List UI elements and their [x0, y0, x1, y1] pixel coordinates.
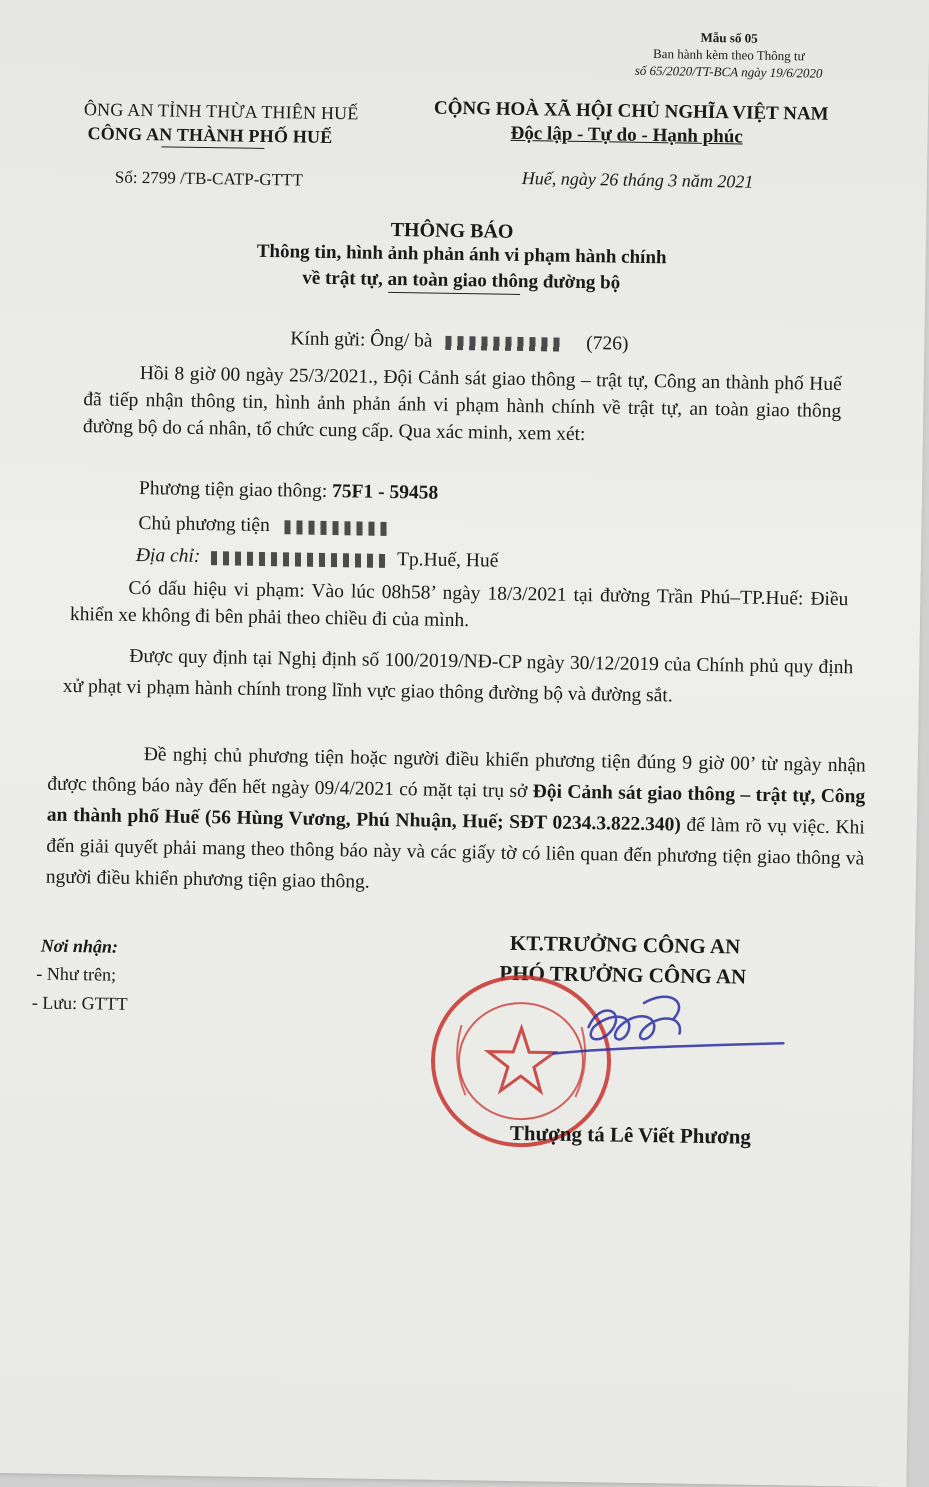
signature-title-1: KT.TRƯỞNG CÔNG AN — [509, 930, 741, 959]
place-date: Huế, ngày 26 tháng 3 năm 2021 — [521, 167, 754, 192]
recipient-item-1: - Như trên; — [36, 963, 117, 985]
redacted-address — [211, 551, 386, 568]
vehicle-label: Phương tiện giao thông: — [138, 478, 328, 502]
recipient-item-2: - Lưu: GTTT — [31, 992, 128, 1014]
form-number: Mẫu số 05 — [700, 29, 758, 46]
address-city: Tp.Huế, Huế — [396, 549, 499, 572]
nation-motto: Độc lập - Tự do - Hạnh phúc — [510, 122, 743, 148]
agency-line2-text: CÔNG AN THÀNH PHỐ HUẾ — [87, 123, 333, 148]
owner-label: Chủ phương tiện — [138, 513, 270, 537]
agency-line2 — [87, 123, 332, 148]
paragraph-violation: Có dấu hiệu vi phạm: Vào lúc 08h58’ ngày 18/3/2021 tại đường Trần Phú–TP.Huế: Điều khiển xe không đi bên phải theo chiều đi của mình. — [69, 577, 849, 632]
vehicle-plate: 75F1 - 59458 — [331, 481, 439, 504]
addressee — [290, 325, 629, 357]
paragraph-decree: Được quy định tại Nghị định số 100/2019/NĐ-CP ngày 30/12/2019 của Chính phủ quy định xử phạt vi phạm hành chính trong lĩnh vực giao thông đường bộ và đường sắt. — [62, 645, 854, 707]
request-office: Đội Cảnh sát giao thông – trật tự, Công an thành phố Huế (56 Hùng Vương, Phú Nhuận, Huế; SĐT 0234.3.822.340) — [46, 781, 866, 836]
redacted-name — [445, 335, 563, 351]
request-text-c: để làm rõ vụ việc. Khi đến giải quyết phải mang theo thông báo này và các giấy tờ có liên quan đến phương tiện giao thông và người điều khiển phương tiện giao thông. — [45, 814, 865, 893]
agency-line1: ÔNG AN TỈNH THỪA THIÊN HUẾ — [83, 99, 359, 124]
vehicle-line — [139, 475, 439, 507]
paragraph-request — [46, 738, 866, 906]
redacted-owner — [285, 520, 390, 536]
notice-title: THÔNG BÁO — [390, 218, 514, 243]
signature-title-2: PHÓ TRƯỞNG CÔNG AN — [499, 960, 747, 989]
handwritten-signature — [493, 981, 815, 1096]
notice-subtitle-2: về trật tự, an toàn giao thông đường bộ — [302, 267, 621, 294]
agency-underline — [161, 146, 264, 149]
addressee-prefix: Kính gửi: Ông/ bà — [290, 328, 433, 352]
notice-subtitle-1: Thông tin, hình ảnh phản ánh vi phạm hành chính — [256, 240, 667, 269]
recipients-label: Nơi nhận: — [40, 935, 119, 957]
signer-name: Thượng tá Lê Viết Phương — [509, 1120, 752, 1149]
form-circular: số 65/2020/TT-BCA ngày 19/6/2020 — [634, 62, 823, 81]
document-number: Số: 2799 /TB-CATP-GTTT — [114, 167, 303, 190]
request-text-a: Đề nghị chủ phương tiện hoặc người điều khiển phương tiện đúng 9 giờ 00’ từ ngày nhận được thông báo này đến hết ngày 09/4/2021 có mặt tại trụ sở — [47, 744, 866, 803]
addressee-code: (726) — [586, 333, 629, 355]
paragraph-intro: Hồi 8 giờ 00 ngày 25/3/2021., Đội Cảnh sát giao thông – trật tự, Công an thành phố Huế đã tiếp nhận thông tin, hình ảnh phản ánh vi phạm hành chính về trật tự, an toàn giao thông đường bộ do cá nhân, tổ chức cung cấp. Qua xác minh, xem xét: — [82, 363, 842, 446]
owner-line — [138, 510, 390, 541]
nation-title: CỘNG HOÀ XÃ HỘI CHỦ NGHĨA VIỆT NAM — [433, 97, 829, 125]
address-line — [136, 542, 499, 575]
address-label: Địa chỉ: — [135, 544, 201, 567]
form-reference — [608, 27, 849, 82]
form-issued-with: Ban hành kèm theo Thông tư — [652, 46, 805, 64]
